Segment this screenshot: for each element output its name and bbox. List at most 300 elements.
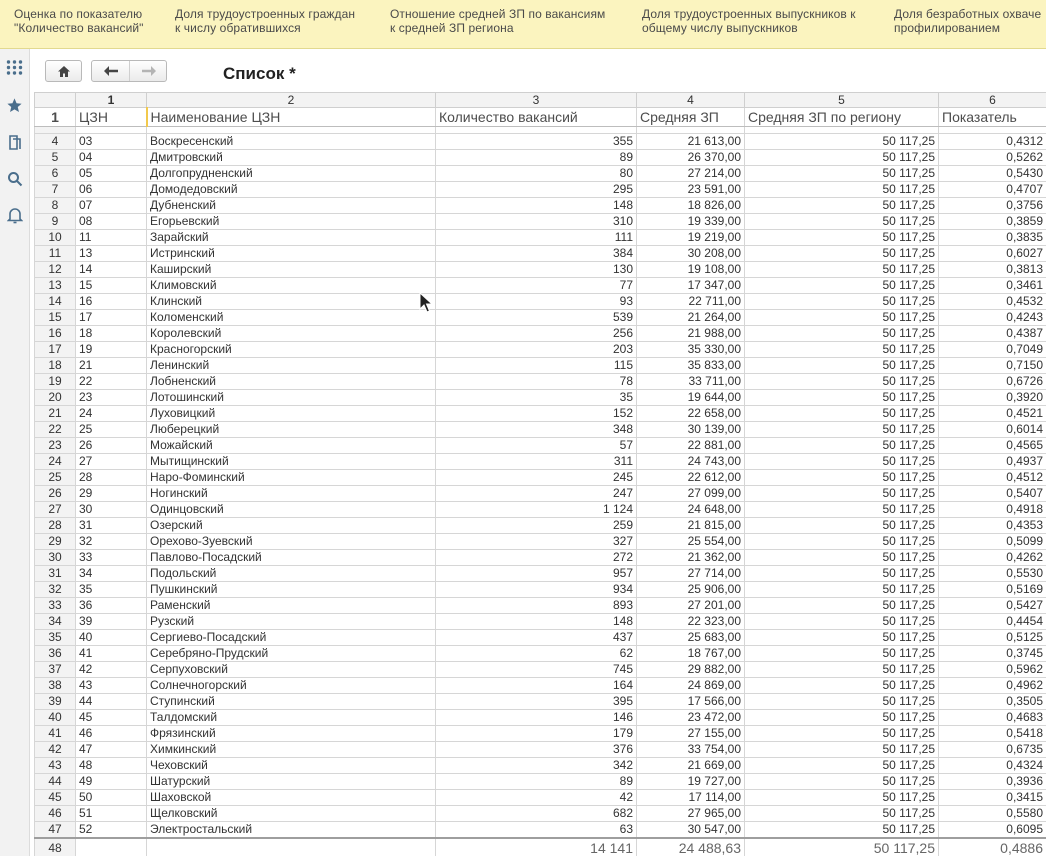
row-number[interactable]: 11 xyxy=(35,246,76,262)
cell-czn-code[interactable]: 52 xyxy=(76,822,147,839)
row-number[interactable]: 42 xyxy=(35,742,76,758)
total-region-salary[interactable]: 50 117,25 xyxy=(745,838,939,856)
cell-czn-name[interactable]: Дмитровский xyxy=(147,150,436,166)
apps-grid-icon[interactable] xyxy=(5,58,24,77)
cell-czn-name[interactable]: Лобненский xyxy=(147,374,436,390)
cell-vacancies[interactable]: 130 xyxy=(436,262,637,278)
cell-czn-name[interactable]: Ленинский xyxy=(147,358,436,374)
table-row[interactable] xyxy=(35,646,1046,662)
total-indicator[interactable]: 0,4886 xyxy=(939,838,1046,856)
cell-czn-code[interactable]: 27 xyxy=(76,454,147,470)
history-icon[interactable] xyxy=(5,133,24,152)
cell-avg-salary[interactable]: 21 264,00 xyxy=(637,310,745,326)
row-number[interactable]: 37 xyxy=(35,662,76,678)
cell-indicator[interactable]: 0,4683 xyxy=(939,710,1046,726)
cell-indicator[interactable]: 0,6735 xyxy=(939,742,1046,758)
cell-czn-code[interactable]: 46 xyxy=(76,726,147,742)
cell-avg-salary[interactable]: 18 826,00 xyxy=(637,198,745,214)
cell-region-salary[interactable]: 50 117,25 xyxy=(745,742,939,758)
table-row[interactable] xyxy=(35,518,1046,534)
cell-czn-code[interactable]: 14 xyxy=(76,262,147,278)
cell-czn-name[interactable]: Каширский xyxy=(147,262,436,278)
cell-avg-salary[interactable]: 19 644,00 xyxy=(637,390,745,406)
row-number[interactable]: 39 xyxy=(35,694,76,710)
table-row[interactable] xyxy=(35,598,1046,614)
cell-indicator[interactable]: 0,4312 xyxy=(939,134,1046,150)
cell-czn-name[interactable]: Подольский xyxy=(147,566,436,582)
cell-vacancies[interactable]: 62 xyxy=(436,646,637,662)
column-number[interactable]: 4 xyxy=(637,93,745,108)
cell-avg-salary[interactable]: 21 362,00 xyxy=(637,550,745,566)
cell-region-salary[interactable]: 50 117,25 xyxy=(745,790,939,806)
cell-czn-name[interactable]: Электростальский xyxy=(147,822,436,839)
row-number[interactable]: 15 xyxy=(35,310,76,326)
cell-indicator[interactable]: 0,3936 xyxy=(939,774,1046,790)
header-cell[interactable]: ЦЗН xyxy=(76,108,147,127)
row-number[interactable]: 12 xyxy=(35,262,76,278)
cell-vacancies[interactable]: 80 xyxy=(436,166,637,182)
cell-indicator[interactable]: 0,4962 xyxy=(939,678,1046,694)
cell-indicator[interactable]: 0,5169 xyxy=(939,582,1046,598)
cell-czn-name[interactable]: Химкинский xyxy=(147,742,436,758)
cell-czn-code[interactable]: 49 xyxy=(76,774,147,790)
cell-indicator[interactable]: 0,5262 xyxy=(939,150,1046,166)
table-row[interactable] xyxy=(35,246,1046,262)
table-row[interactable] xyxy=(35,774,1046,790)
cell-vacancies[interactable]: 42 xyxy=(436,790,637,806)
cell-region-salary[interactable]: 50 117,25 xyxy=(745,438,939,454)
home-button[interactable] xyxy=(45,60,82,82)
cell-czn-code[interactable]: 30 xyxy=(76,502,147,518)
cell-vacancies[interactable]: 203 xyxy=(436,342,637,358)
cell-region-salary[interactable]: 50 117,25 xyxy=(745,246,939,262)
cell-vacancies[interactable]: 245 xyxy=(436,470,637,486)
cell-czn-code[interactable]: 28 xyxy=(76,470,147,486)
cell-region-salary[interactable]: 50 117,25 xyxy=(745,326,939,342)
cell-czn-code[interactable]: 31 xyxy=(76,518,147,534)
row-number[interactable]: 40 xyxy=(35,710,76,726)
cell-czn-name[interactable]: Климовский xyxy=(147,278,436,294)
cell-czn-name[interactable]: Наро-Фоминский xyxy=(147,470,436,486)
cell-region-salary[interactable]: 50 117,25 xyxy=(745,230,939,246)
cell-indicator[interactable]: 0,4324 xyxy=(939,758,1046,774)
cell-region-salary[interactable]: 50 117,25 xyxy=(745,278,939,294)
cell-czn-code[interactable]: 26 xyxy=(76,438,147,454)
cell-vacancies[interactable]: 310 xyxy=(436,214,637,230)
cell-avg-salary[interactable]: 27 155,00 xyxy=(637,726,745,742)
cell-indicator[interactable]: 0,5427 xyxy=(939,598,1046,614)
cell-czn-code[interactable]: 05 xyxy=(76,166,147,182)
table-row[interactable] xyxy=(35,438,1046,454)
row-number[interactable]: 1 xyxy=(35,108,76,127)
cell-region-salary[interactable]: 50 117,25 xyxy=(745,758,939,774)
cell-indicator[interactable]: 0,5430 xyxy=(939,166,1046,182)
cell-czn-code[interactable]: 39 xyxy=(76,614,147,630)
cell-czn-code[interactable]: 45 xyxy=(76,710,147,726)
cell-avg-salary[interactable]: 30 208,00 xyxy=(637,246,745,262)
cell-vacancies[interactable]: 256 xyxy=(436,326,637,342)
cell-region-salary[interactable]: 50 117,25 xyxy=(745,694,939,710)
row-number[interactable]: 23 xyxy=(35,438,76,454)
cell-indicator[interactable]: 0,4353 xyxy=(939,518,1046,534)
column-number[interactable]: 5 xyxy=(745,93,939,108)
cell-czn-name[interactable]: Шатурский xyxy=(147,774,436,790)
cell-vacancies[interactable]: 148 xyxy=(436,198,637,214)
column-number[interactable]: 3 xyxy=(436,93,637,108)
cell-region-salary[interactable]: 50 117,25 xyxy=(745,262,939,278)
cell-czn-code[interactable]: 34 xyxy=(76,566,147,582)
cell-avg-salary[interactable]: 21 669,00 xyxy=(637,758,745,774)
row-number[interactable]: 19 xyxy=(35,374,76,390)
cell-vacancies[interactable]: 146 xyxy=(436,710,637,726)
cell-czn-name[interactable]: Рузский xyxy=(147,614,436,630)
cell-indicator[interactable]: 0,3859 xyxy=(939,214,1046,230)
cell-region-salary[interactable]: 50 117,25 xyxy=(745,358,939,374)
cell-avg-salary[interactable]: 21 988,00 xyxy=(637,326,745,342)
cell-czn-name[interactable]: Можайский xyxy=(147,438,436,454)
row-number[interactable]: 18 xyxy=(35,358,76,374)
cell-czn-name[interactable]: Солнечногорский xyxy=(147,678,436,694)
cell-region-salary[interactable]: 50 117,25 xyxy=(745,406,939,422)
cell-avg-salary[interactable]: 23 472,00 xyxy=(637,710,745,726)
cell-avg-salary[interactable]: 33 754,00 xyxy=(637,742,745,758)
cell-czn-code[interactable]: 19 xyxy=(76,342,147,358)
tab-salary-ratio[interactable]: Отношение средней ЗП по вакансиям к средней ЗП региона xyxy=(390,7,606,35)
cell-indicator[interactable]: 0,6726 xyxy=(939,374,1046,390)
cell-czn-name[interactable]: Чеховский xyxy=(147,758,436,774)
table-row[interactable] xyxy=(35,406,1046,422)
table-row[interactable] xyxy=(35,726,1046,742)
table-row[interactable] xyxy=(35,806,1046,822)
cell-czn-code[interactable]: 11 xyxy=(76,230,147,246)
cell-region-salary[interactable]: 50 117,25 xyxy=(745,726,939,742)
cell-vacancies[interactable]: 164 xyxy=(436,678,637,694)
table-row[interactable] xyxy=(35,502,1046,518)
row-number[interactable]: 28 xyxy=(35,518,76,534)
cell-czn-code[interactable]: 35 xyxy=(76,582,147,598)
cell-avg-salary[interactable]: 35 330,00 xyxy=(637,342,745,358)
row-number[interactable]: 35 xyxy=(35,630,76,646)
cell-vacancies[interactable]: 78 xyxy=(436,374,637,390)
table-row[interactable] xyxy=(35,822,1046,839)
cell-avg-salary[interactable]: 19 219,00 xyxy=(637,230,745,246)
cell-avg-salary[interactable]: 27 214,00 xyxy=(637,166,745,182)
cell-czn-code[interactable]: 06 xyxy=(76,182,147,198)
table-row[interactable] xyxy=(35,662,1046,678)
column-number[interactable]: 6 xyxy=(939,93,1046,108)
cell-avg-salary[interactable]: 22 711,00 xyxy=(637,294,745,310)
row-number[interactable]: 34 xyxy=(35,614,76,630)
row-number[interactable]: 22 xyxy=(35,422,76,438)
cell-indicator[interactable]: 0,3745 xyxy=(939,646,1046,662)
cell-avg-salary[interactable]: 35 833,00 xyxy=(637,358,745,374)
cell-region-salary[interactable]: 50 117,25 xyxy=(745,182,939,198)
table-row[interactable] xyxy=(35,694,1046,710)
cell-region-salary[interactable]: 50 117,25 xyxy=(745,678,939,694)
cell-avg-salary[interactable]: 24 743,00 xyxy=(637,454,745,470)
cell-vacancies[interactable]: 384 xyxy=(436,246,637,262)
cell-czn-name[interactable]: Пушкинский xyxy=(147,582,436,598)
cell-czn-name[interactable]: Егорьевский xyxy=(147,214,436,230)
cell-czn-name[interactable]: Раменский xyxy=(147,598,436,614)
table-row[interactable] xyxy=(35,486,1046,502)
header-cell[interactable]: Показатель xyxy=(939,108,1046,127)
cell-czn-name[interactable]: Клинский xyxy=(147,294,436,310)
table-row[interactable] xyxy=(35,230,1046,246)
cell-czn-code[interactable]: 07 xyxy=(76,198,147,214)
cell-czn-name[interactable]: Лотошинский xyxy=(147,390,436,406)
cell-vacancies[interactable]: 89 xyxy=(436,150,637,166)
cell-avg-salary[interactable]: 25 906,00 xyxy=(637,582,745,598)
row-number[interactable]: 4 xyxy=(35,134,76,150)
cell-czn-name[interactable]: Серебряно-Прудский xyxy=(147,646,436,662)
cell-avg-salary[interactable]: 19 727,00 xyxy=(637,774,745,790)
cell-czn-code[interactable]: 03 xyxy=(76,134,147,150)
cell-avg-salary[interactable]: 30 547,00 xyxy=(637,822,745,839)
cell-region-salary[interactable]: 50 117,25 xyxy=(745,470,939,486)
cell-czn-name[interactable]: Шаховской xyxy=(147,790,436,806)
table-row[interactable] xyxy=(35,454,1046,470)
table-row[interactable] xyxy=(35,566,1046,582)
cell-region-salary[interactable]: 50 117,25 xyxy=(745,166,939,182)
header-cell[interactable]: Средняя ЗП xyxy=(637,108,745,127)
cell-indicator[interactable]: 0,5962 xyxy=(939,662,1046,678)
row-number[interactable]: 30 xyxy=(35,550,76,566)
cell-czn-name[interactable]: Озерский xyxy=(147,518,436,534)
cell-avg-salary[interactable]: 17 347,00 xyxy=(637,278,745,294)
total-avg-salary[interactable]: 24 488,63 xyxy=(637,838,745,856)
bell-icon[interactable] xyxy=(5,206,24,225)
column-number[interactable]: 1 xyxy=(76,93,147,108)
table-row[interactable] xyxy=(35,614,1046,630)
row-number[interactable]: 26 xyxy=(35,486,76,502)
cell-avg-salary[interactable]: 27 965,00 xyxy=(637,806,745,822)
cell-avg-salary[interactable]: 25 554,00 xyxy=(637,534,745,550)
tab-employed-share[interactable]: Доля трудоустроенных граждан к числу обратившихся xyxy=(175,7,356,35)
cell-czn-code[interactable]: 24 xyxy=(76,406,147,422)
cell-vacancies[interactable]: 115 xyxy=(436,358,637,374)
cell-indicator[interactable]: 0,6095 xyxy=(939,822,1046,839)
table-row[interactable] xyxy=(35,326,1046,342)
row-number[interactable]: 25 xyxy=(35,470,76,486)
table-row[interactable] xyxy=(35,262,1046,278)
cell-vacancies[interactable]: 745 xyxy=(436,662,637,678)
cell-indicator[interactable]: 0,3835 xyxy=(939,230,1046,246)
cell-indicator[interactable]: 0,5407 xyxy=(939,486,1046,502)
cell-indicator[interactable]: 0,4565 xyxy=(939,438,1046,454)
cell-czn-code[interactable]: 04 xyxy=(76,150,147,166)
cell-avg-salary[interactable]: 19 339,00 xyxy=(637,214,745,230)
row-number[interactable]: 5 xyxy=(35,150,76,166)
table-row[interactable] xyxy=(35,422,1046,438)
cell-region-salary[interactable]: 50 117,25 xyxy=(745,534,939,550)
cell-czn-name[interactable]: Домодедовский xyxy=(147,182,436,198)
table-row[interactable] xyxy=(35,182,1046,198)
row-number[interactable]: 13 xyxy=(35,278,76,294)
cell-vacancies[interactable]: 35 xyxy=(436,390,637,406)
row-number[interactable]: 32 xyxy=(35,582,76,598)
cell-region-salary[interactable]: 50 117,25 xyxy=(745,390,939,406)
tab-unemployed-profiling[interactable]: Доля безработных охваче профилированием xyxy=(894,7,1042,35)
cell-czn-name[interactable]: Талдомский xyxy=(147,710,436,726)
cell-indicator[interactable]: 0,4262 xyxy=(939,550,1046,566)
table-row[interactable] xyxy=(35,678,1046,694)
row-number[interactable]: 24 xyxy=(35,454,76,470)
cell-region-salary[interactable]: 50 117,25 xyxy=(745,486,939,502)
cell-avg-salary[interactable]: 22 658,00 xyxy=(637,406,745,422)
cell-vacancies[interactable]: 77 xyxy=(436,278,637,294)
table-row[interactable] xyxy=(35,534,1046,550)
cell-region-salary[interactable]: 50 117,25 xyxy=(745,518,939,534)
cell-indicator[interactable]: 0,3813 xyxy=(939,262,1046,278)
row-number[interactable]: 17 xyxy=(35,342,76,358)
row-number[interactable]: 43 xyxy=(35,758,76,774)
cell-czn-code[interactable]: 08 xyxy=(76,214,147,230)
table-row[interactable] xyxy=(35,390,1046,406)
cell-region-salary[interactable]: 50 117,25 xyxy=(745,134,939,150)
cell-czn-name[interactable]: Дубненский xyxy=(147,198,436,214)
cell-indicator[interactable]: 0,4387 xyxy=(939,326,1046,342)
cell-indicator[interactable]: 0,4918 xyxy=(939,502,1046,518)
cell-indicator[interactable]: 0,3920 xyxy=(939,390,1046,406)
cell-avg-salary[interactable]: 24 869,00 xyxy=(637,678,745,694)
cell-czn-name[interactable]: Орехово-Зуевский xyxy=(147,534,436,550)
cell-vacancies[interactable]: 179 xyxy=(436,726,637,742)
row-number[interactable]: 33 xyxy=(35,598,76,614)
cell-indicator[interactable]: 0,3756 xyxy=(939,198,1046,214)
cell-czn-code[interactable]: 15 xyxy=(76,278,147,294)
cell-czn-code[interactable]: 40 xyxy=(76,630,147,646)
row-number[interactable]: 20 xyxy=(35,390,76,406)
cell-czn-code[interactable]: 43 xyxy=(76,678,147,694)
cell-avg-salary[interactable]: 17 114,00 xyxy=(637,790,745,806)
cell-czn-name[interactable]: Сергиево-Посадский xyxy=(147,630,436,646)
table-row[interactable] xyxy=(35,278,1046,294)
row-number[interactable]: 47 xyxy=(35,822,76,839)
column-number[interactable]: 2 xyxy=(147,93,436,108)
cell-vacancies[interactable]: 934 xyxy=(436,582,637,598)
table-row[interactable] xyxy=(35,166,1046,182)
row-number[interactable]: 9 xyxy=(35,214,76,230)
total-empty-cell[interactable] xyxy=(76,838,147,856)
cell-region-salary[interactable]: 50 117,25 xyxy=(745,374,939,390)
header-cell[interactable]: Количество вакансий xyxy=(436,108,637,127)
cell-avg-salary[interactable]: 30 139,00 xyxy=(637,422,745,438)
row-number[interactable]: 8 xyxy=(35,198,76,214)
table-row[interactable] xyxy=(35,310,1046,326)
cell-czn-code[interactable]: 33 xyxy=(76,550,147,566)
cell-vacancies[interactable]: 957 xyxy=(436,566,637,582)
cell-avg-salary[interactable]: 23 591,00 xyxy=(637,182,745,198)
row-number[interactable]: 41 xyxy=(35,726,76,742)
cell-vacancies[interactable]: 682 xyxy=(436,806,637,822)
cell-indicator[interactable]: 0,4243 xyxy=(939,310,1046,326)
cell-avg-salary[interactable]: 22 881,00 xyxy=(637,438,745,454)
star-icon[interactable] xyxy=(5,96,24,115)
row-number[interactable]: 46 xyxy=(35,806,76,822)
cell-czn-code[interactable]: 17 xyxy=(76,310,147,326)
cell-czn-code[interactable]: 36 xyxy=(76,598,147,614)
cell-indicator[interactable]: 0,6014 xyxy=(939,422,1046,438)
cell-czn-name[interactable]: Воскресенский xyxy=(147,134,436,150)
cell-czn-code[interactable]: 42 xyxy=(76,662,147,678)
cell-avg-salary[interactable]: 27 201,00 xyxy=(637,598,745,614)
cell-indicator[interactable]: 0,3461 xyxy=(939,278,1046,294)
cell-czn-name[interactable]: Люберецкий xyxy=(147,422,436,438)
cell-czn-code[interactable]: 22 xyxy=(76,374,147,390)
cell-indicator[interactable]: 0,5530 xyxy=(939,566,1046,582)
cell-vacancies[interactable]: 395 xyxy=(436,694,637,710)
cell-czn-name[interactable]: Истринский xyxy=(147,246,436,262)
row-number[interactable]: 10 xyxy=(35,230,76,246)
cell-avg-salary[interactable]: 27 714,00 xyxy=(637,566,745,582)
cell-czn-code[interactable]: 48 xyxy=(76,758,147,774)
cell-region-salary[interactable]: 50 117,25 xyxy=(745,502,939,518)
cell-vacancies[interactable]: 1 124 xyxy=(436,502,637,518)
cell-avg-salary[interactable]: 19 108,00 xyxy=(637,262,745,278)
cell-region-salary[interactable]: 50 117,25 xyxy=(745,646,939,662)
cell-vacancies[interactable]: 295 xyxy=(436,182,637,198)
cell-indicator[interactable]: 0,5125 xyxy=(939,630,1046,646)
cell-czn-code[interactable]: 32 xyxy=(76,534,147,550)
cell-region-salary[interactable]: 50 117,25 xyxy=(745,294,939,310)
cell-czn-code[interactable]: 51 xyxy=(76,806,147,822)
cell-czn-code[interactable]: 29 xyxy=(76,486,147,502)
search-icon[interactable] xyxy=(5,169,24,188)
row-number[interactable]: 36 xyxy=(35,646,76,662)
total-vacancies[interactable]: 14 141 xyxy=(436,838,637,856)
table-row[interactable] xyxy=(35,358,1046,374)
cell-czn-name[interactable]: Красногорский xyxy=(147,342,436,358)
cell-indicator[interactable]: 0,3415 xyxy=(939,790,1046,806)
tab-graduates-share[interactable]: Доля трудоустроенных выпускников к общему числу выпускников xyxy=(642,7,856,35)
cell-vacancies[interactable]: 148 xyxy=(436,614,637,630)
cell-czn-name[interactable]: Долгопрудненский xyxy=(147,166,436,182)
cell-avg-salary[interactable]: 17 566,00 xyxy=(637,694,745,710)
table-row[interactable] xyxy=(35,630,1046,646)
cell-vacancies[interactable]: 259 xyxy=(436,518,637,534)
row-number[interactable]: 48 xyxy=(35,838,76,856)
cell-czn-code[interactable]: 25 xyxy=(76,422,147,438)
cell-czn-name[interactable]: Зарайский xyxy=(147,230,436,246)
cell-czn-name[interactable]: Одинцовский xyxy=(147,502,436,518)
row-number[interactable]: 16 xyxy=(35,326,76,342)
cell-avg-salary[interactable]: 18 767,00 xyxy=(637,646,745,662)
cell-region-salary[interactable]: 50 117,25 xyxy=(745,662,939,678)
cell-region-salary[interactable]: 50 117,25 xyxy=(745,582,939,598)
cell-avg-salary[interactable]: 21 815,00 xyxy=(637,518,745,534)
cell-indicator[interactable]: 0,5418 xyxy=(939,726,1046,742)
cell-avg-salary[interactable]: 22 323,00 xyxy=(637,614,745,630)
cell-czn-code[interactable]: 13 xyxy=(76,246,147,262)
cell-region-salary[interactable]: 50 117,25 xyxy=(745,550,939,566)
cell-vacancies[interactable]: 247 xyxy=(436,486,637,502)
cell-indicator[interactable]: 0,6027 xyxy=(939,246,1046,262)
row-number[interactable]: 29 xyxy=(35,534,76,550)
table-row[interactable] xyxy=(35,582,1046,598)
cell-avg-salary[interactable]: 21 613,00 xyxy=(637,134,745,150)
cell-vacancies[interactable]: 89 xyxy=(436,774,637,790)
cell-region-salary[interactable]: 50 117,25 xyxy=(745,310,939,326)
table-row[interactable] xyxy=(35,214,1046,230)
table-row[interactable] xyxy=(35,710,1046,726)
row-number[interactable]: 45 xyxy=(35,790,76,806)
cell-czn-code[interactable]: 16 xyxy=(76,294,147,310)
cell-region-salary[interactable]: 50 117,25 xyxy=(745,822,939,839)
cell-vacancies[interactable]: 437 xyxy=(436,630,637,646)
cell-region-salary[interactable]: 50 117,25 xyxy=(745,422,939,438)
cell-vacancies[interactable]: 272 xyxy=(436,550,637,566)
